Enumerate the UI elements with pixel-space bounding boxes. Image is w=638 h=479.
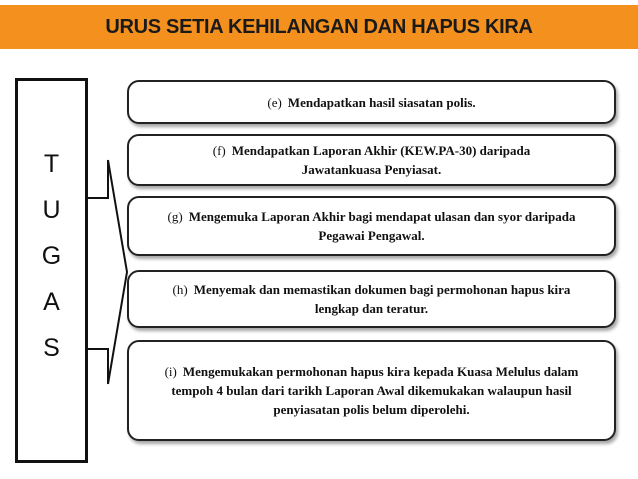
task-box-f xyxy=(127,134,616,186)
task-i xyxy=(141,362,602,419)
task-text-g: Mengemuka Laporan Akhir bagi mendapat ulasan dan syor daripada Pegawai Pengawal. xyxy=(188,209,576,243)
task-label-i: (i) xyxy=(164,364,177,379)
task-box-i xyxy=(127,340,616,441)
slide-title: URUS SETIA KEHILANGAN DAN HAPUS KIRA xyxy=(105,15,533,38)
task-e xyxy=(267,93,475,112)
task-text-f: Mendapatkan Laporan Akhir (KEW.PA-30) daripada Jawatankuasa Penyiasat. xyxy=(231,143,531,177)
task-label-g: (g) xyxy=(167,209,183,224)
task-box-h xyxy=(127,270,616,328)
task-box-g xyxy=(127,196,616,256)
task-g xyxy=(141,207,602,245)
task-h xyxy=(141,280,602,318)
task-text-i: Mengemukakan permohonan hapus kira kepada Kuasa Melulus dalam tempoh 4 bulan dari tarikh Laporan Awal dikemukakan walaupun hasil penyiasatan polis belum diperolehi. xyxy=(171,364,579,417)
tugas-letter-g: G xyxy=(41,242,62,270)
tugas-letter-u: U xyxy=(42,196,61,224)
tugas-letter-t: T xyxy=(43,150,60,178)
task-box-e xyxy=(127,80,616,124)
tugas-letter-s: S xyxy=(43,334,60,362)
task-text-h: Menyemak dan memastikan dokumen bagi permohonan hapus kira lengkap dan teratur. xyxy=(193,282,571,316)
tugas-letter-a: A xyxy=(43,288,60,316)
task-label-e: (e) xyxy=(267,94,282,110)
task-label-f: (f) xyxy=(212,143,226,158)
task-text-e: Mendapatkan hasil siasatan polis. xyxy=(287,94,476,110)
brace-path xyxy=(88,160,127,384)
task-label-h: (h) xyxy=(172,282,188,297)
task-f xyxy=(141,141,602,179)
